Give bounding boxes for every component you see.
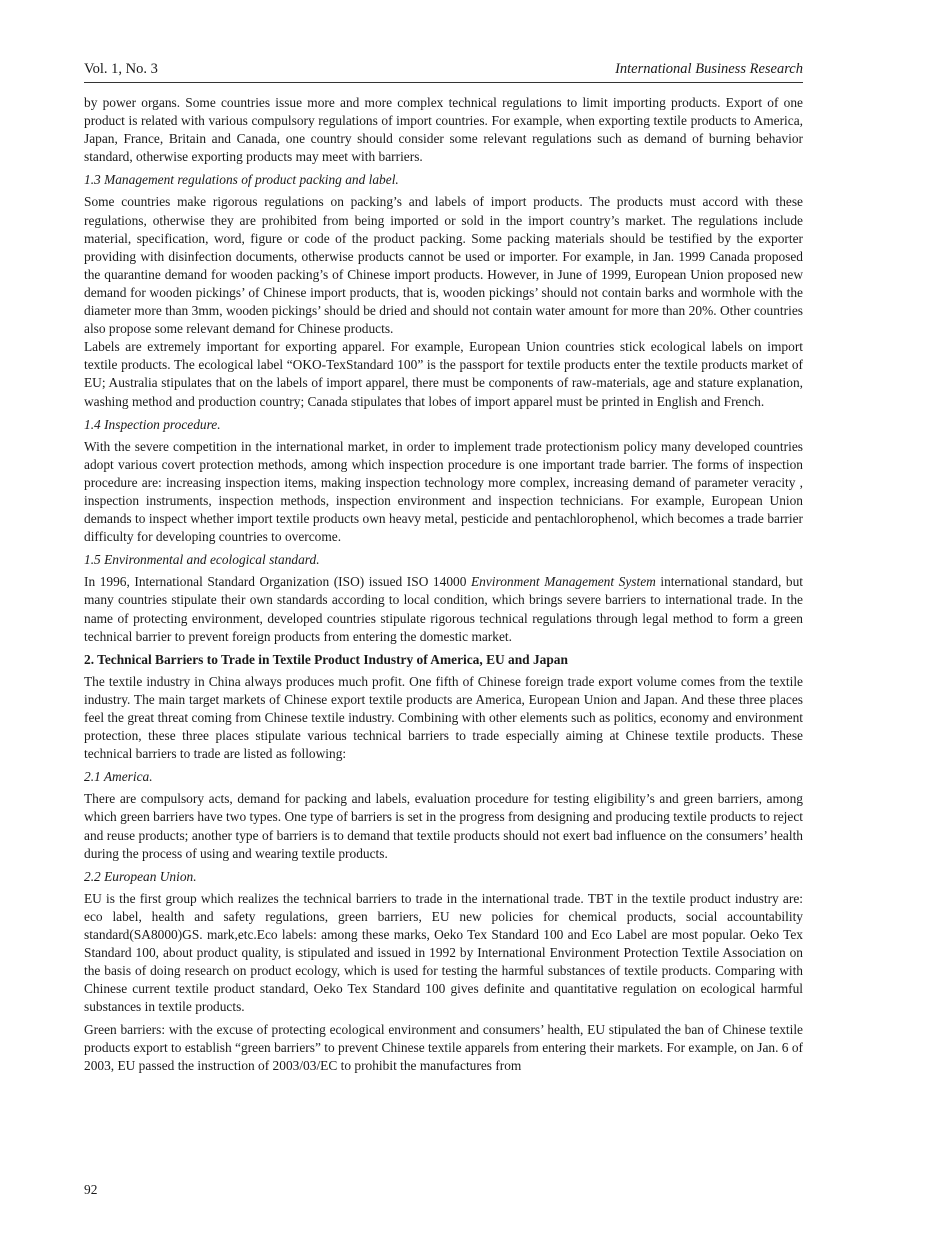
subsection-heading-1-3: 1.3 Management regulations of product packing and label. <box>84 172 399 188</box>
paragraph: by power organs. Some countries issue more and more complex technical regulations to limit importing products. Export of one product is related with various compulsory regulations of import countries. For example, when exporting textile products to America, Japan, France, Britain and Canada, one country should consider some relevant regulations such as demand of burning behavior standard, otherwise exporting products may meet with barriers. <box>84 95 803 165</box>
subsection-heading-2-2: 2.2 European Union. <box>84 868 197 884</box>
paragraph: With the severe competition in the international market, in order to implement trade protectionism policy many developed countries adopt various covert protection methods, among which inspection procedure is one important trade barrier. The forms of inspection procedure are: increasing inspection items, making inspection technology more complex, increasing demand of parameter veracity , inspection instruments, inspection methods, inspection environment and inspection technicians. For example, European Union demands to inspect whether import textile products own heavy metal, pesticide and pentachlorophenol, which becomes a trade barrier difficulty for developing countries to overcome. <box>84 438 803 545</box>
text-run: In 1996, International Standard Organization (ISO) issued ISO 14000 <box>84 574 471 590</box>
paragraph: Some countries make rigorous regulations on packing’s and labels of import products. The products must accord with these regulations, otherwise they are prohibited from being imported or sold in the import country’s market. The regulations include material, specification, word, figure or code of the product packing. Some packing materials should be testified by the exporter providing with disinfection documents, otherwise products cannot be used or importer. For example, in Jan. 1999 Canada proposed the quarantine demand for wooden packing’s of Chinese import products. However, in June of 1999, European Union proposed new demand for wooden pickings’ of Chinese import products, that is, wooden pickings’ should not contain barks and wormhole with the diameter more than 3mm, wooden pickings’ should be dried and should not contain water amount for more than 20%. Other countries also propose some relevant demand for Chinese products. <box>84 194 803 337</box>
paragraph: Green barriers: with the excuse of protecting ecological environment and consumers’ health, EU stipulated the ban of Chinese textile products export to establish “green barriers” to prevent Chinese textile apparels from entering their markets. For example, on Jan. 6 of 2003, EU passed the instruction of 2003/03/EC to prohibit the manufactures from <box>84 1021 803 1073</box>
volume-issue: Vol. 1, No. 3 <box>84 61 158 77</box>
paragraph <box>84 573 803 645</box>
header-rule <box>84 82 803 83</box>
subsection-heading-1-5: 1.5 Environmental and ecological standard. <box>84 552 320 568</box>
subsection-heading-1-4: 1.4 Inspection procedure. <box>84 416 221 432</box>
paragraph: The textile industry in China always produces much profit. One fifth of Chinese foreign trade export volume comes from the textile industry. The main target markets of Chinese export textile products are America, European Union and Japan. And these three places feel the great threat coming from Chinese textile industry. Combining with other elements such as politics, economy and environment protection, these three places stipulate various technical barriers to trade especially aiming at Chinese textile products. These technical barriers to trade are listed as following: <box>84 673 803 762</box>
italic-title: Environment Management System <box>470 574 656 590</box>
paragraph: There are compulsory acts, demand for packing and labels, evaluation procedure for testing eligibility’s and green barriers, among which green barriers have two types. One type of barriers is set in the progress from designing and producing textile products to reject and reuse products; another type of barriers is to demand that textile products should not exert bad influence on the consumers’ health during the process of using and wearing textile products. <box>84 791 803 861</box>
section-heading-2: 2. Technical Barriers to Trade in Textile Product Industry of America, EU and Japan <box>84 651 568 667</box>
paragraph: Labels are extremely important for exporting apparel. For example, European Union countries stick ecological labels on import textile products. The ecological label “OKO-TexStandard 100” is the passport for textile products enter the textile products market of EU; Australia stipulates that on the labels of import apparel, there must be components of raw-materials, age and stature explanation, washing method and production country; Canada stipulates that lobes of import apparel must be printed in English and French. <box>84 339 803 409</box>
page-number: 92 <box>84 1182 98 1197</box>
journal-title: International Business Research <box>615 61 803 77</box>
running-header <box>84 61 803 81</box>
text-run: international standard, but many countries stipulate their own standards according to local condition, which brings severe barriers to international trade. In the name of protecting environment, developed countries stipulate rigorous technical regulations through legal method to form a green technical barrier to prevent foreign products from entering the domestic market. <box>84 574 803 644</box>
article-body <box>84 94 803 1075</box>
subsection-heading-2-1: 2.1 America. <box>84 769 153 785</box>
paragraph: EU is the first group which realizes the technical barriers to trade in the international trade. TBT in the textile product industry are: eco label, health and safety regulations, green barriers, EU new policies for chemical products, social accountability standard(SA8000)GS. mark,etc.Eco labels: among these marks, Oeko Tex Standard 100 and Eco Label are most popular. Oeko Tex Standard 100, about product quality, is stipulated and issued in 1992 by International Environment Protection Textile Association on the basis of doing research on product ecology, which is used for testing the harmful substances of textile products. Comparing with Chinese current textile product standard, Oeko Tex Standard 100 gives definite and quantitative regulation on ecological harmful substances in textile products. <box>84 890 803 1015</box>
